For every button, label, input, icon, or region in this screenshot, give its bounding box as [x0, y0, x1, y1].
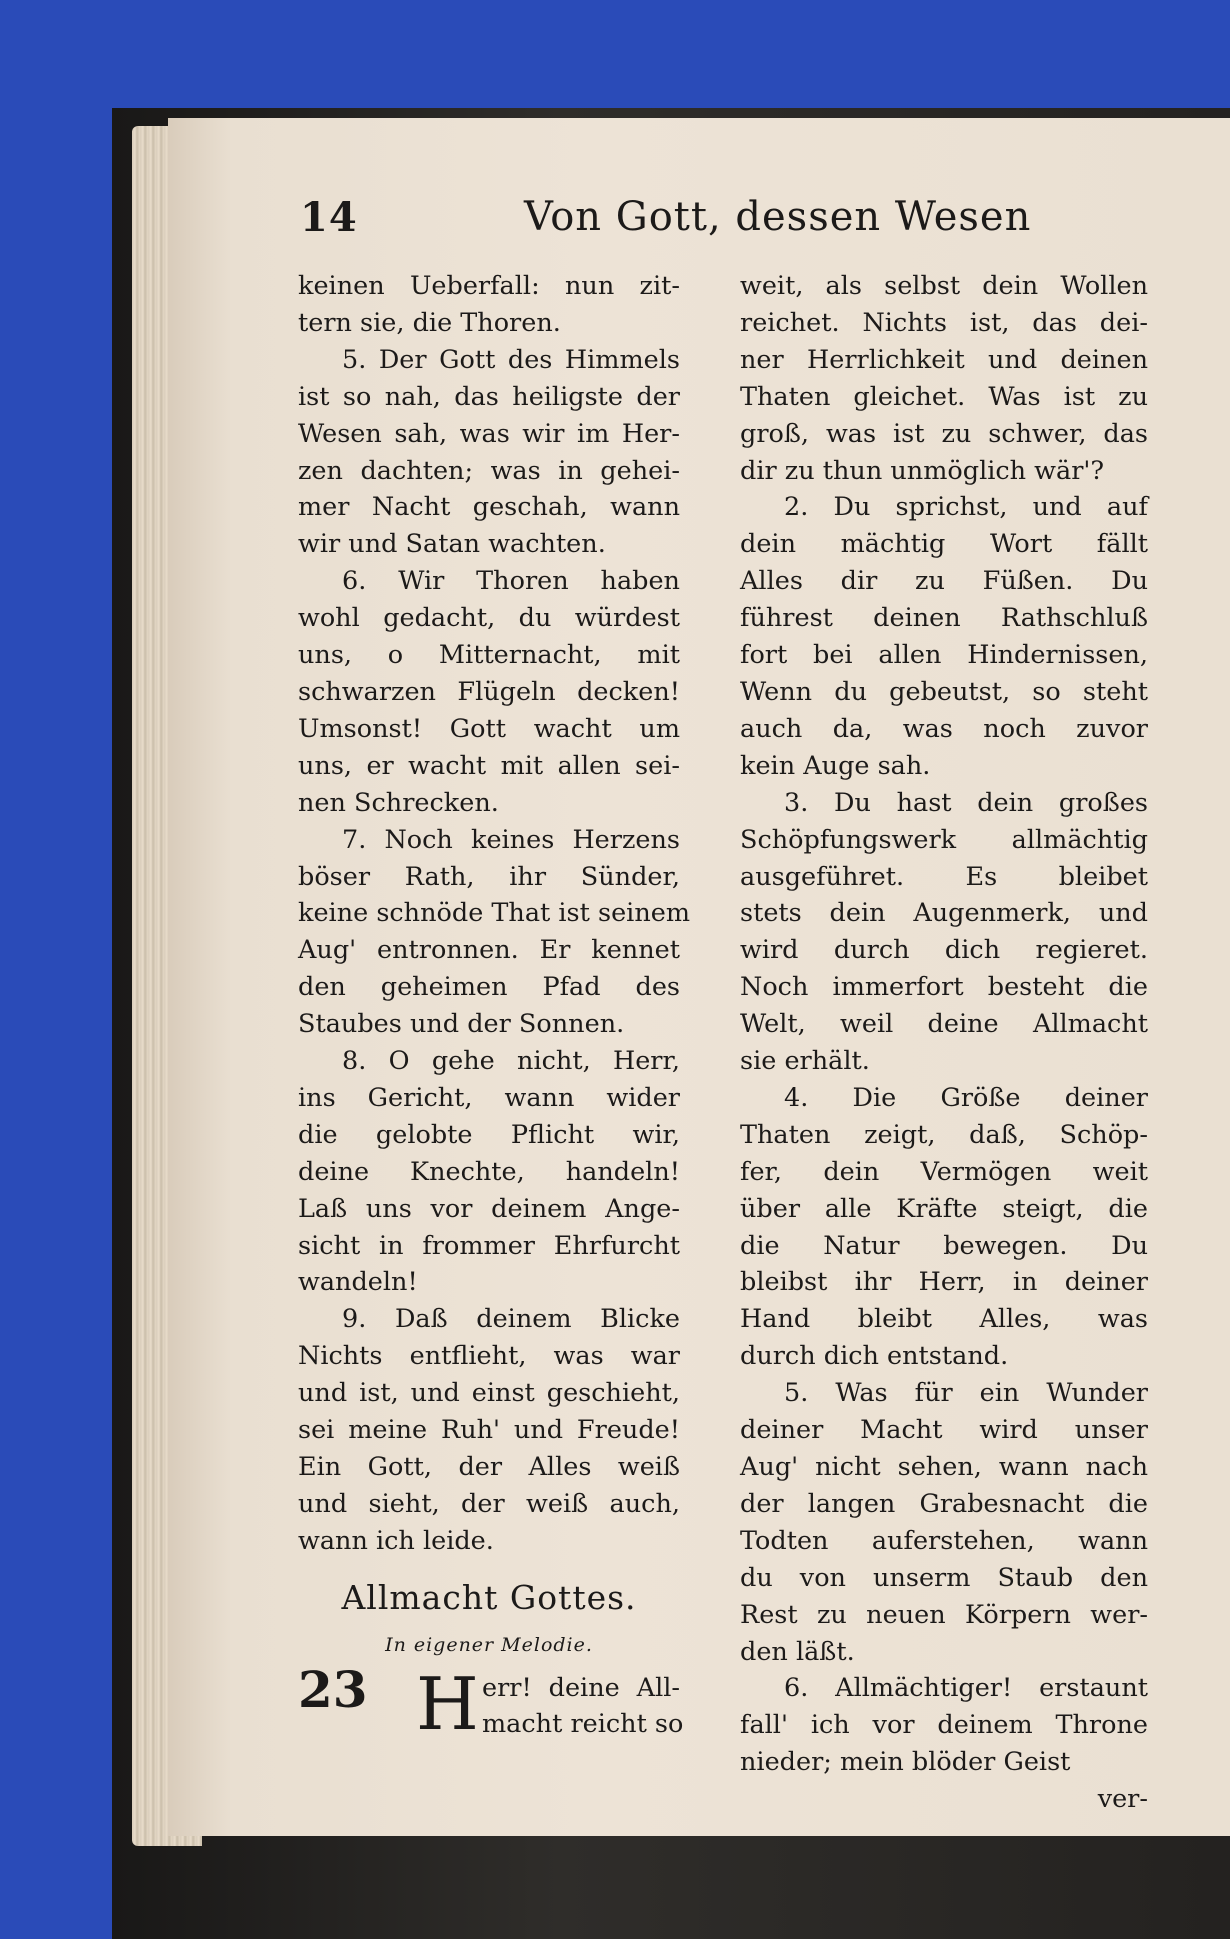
text-line: auch da, was noch zuvor	[740, 713, 1148, 744]
hymn-first-lines	[482, 1670, 684, 1744]
text-line: 6. Wir Thoren haben	[342, 566, 680, 597]
text-line: ausgeführet. Es bleibet	[740, 861, 1148, 892]
text-line: Ein Gott, der Alles weiß	[298, 1452, 680, 1482]
hymn-start	[298, 1659, 684, 1746]
text-line: Alles dir zu Füßen. Du	[740, 566, 1148, 597]
text-line: 3. Du hast dein großes	[784, 787, 1148, 818]
text-line: fer, dein Vermögen weit	[740, 1156, 1148, 1187]
text-line: Welt, weil deine Allmacht	[740, 1009, 1148, 1040]
melody-note: In eigener Melodie.	[385, 1633, 593, 1656]
text-line: Thaten zeigt, daß, Schöp-	[740, 1119, 1148, 1150]
drop-cap: H	[416, 1661, 479, 1746]
text-line: wohl gedacht, du würdest	[298, 603, 680, 634]
text-line: wird durch dich regieret.	[740, 935, 1148, 966]
left-column	[298, 268, 691, 1746]
text-line: Wenn du gebeutst, so steht	[740, 676, 1148, 707]
text-line: uns, er wacht mit allen sei-	[298, 750, 680, 781]
text-line: Todten auferstehen, wann	[740, 1525, 1148, 1556]
right-text-block	[740, 268, 1148, 1781]
text-line: groß, was ist zu schwer, das	[740, 418, 1148, 449]
text-line: schwarzen Flügeln decken!	[298, 676, 680, 707]
text-line: führest deinen Rathschluß	[740, 603, 1148, 634]
text-line: über alle Kräfte steigt, die	[740, 1193, 1148, 1224]
hymn-line: err! deine All-	[482, 1672, 680, 1703]
text-line: tern sie, die Thoren.	[298, 307, 561, 338]
text-line: du von unserm Staub den	[740, 1562, 1148, 1593]
text-line: nen Schrecken.	[298, 787, 499, 818]
text-line: böser Rath, ihr Sünder,	[298, 861, 680, 892]
left-text-block	[298, 268, 691, 1560]
text-line: 8. O gehe nicht, Herr,	[342, 1046, 680, 1077]
text-line: die Natur bewegen. Du	[740, 1230, 1148, 1261]
page-header	[300, 194, 1100, 258]
text-line: Thaten gleichet. Was ist zu	[740, 381, 1148, 412]
text-line: sei meine Ruh' und Freude!	[298, 1415, 680, 1446]
text-line: wandeln!	[298, 1267, 418, 1298]
text-line: bleibst ihr Herr, in deiner	[740, 1267, 1148, 1298]
text-line: deine Knechte, handeln!	[298, 1156, 680, 1187]
text-line: zen dachten; was in gehei-	[298, 455, 680, 486]
page-number: 14	[300, 194, 358, 241]
text-line: sie erhält.	[740, 1046, 870, 1077]
text-line: Rest zu neuen Körpern wer-	[740, 1599, 1148, 1630]
text-line: wann ich leide.	[298, 1525, 494, 1556]
text-line: 5. Was für ein Wunder	[784, 1378, 1148, 1409]
text-line: Umsonst! Gott wacht um	[298, 713, 680, 744]
text-line: 6. Allmächtiger! erstaunt	[784, 1673, 1148, 1704]
text-line: Noch immerfort besteht die	[740, 972, 1148, 1003]
text-line: Wesen sah, was wir im Her-	[298, 418, 680, 449]
text-line: dir zu thun unmöglich wär'?	[740, 455, 1105, 486]
text-line: Aug' nicht sehen, wann nach	[740, 1452, 1148, 1482]
text-line: 5. Der Gott des Himmels	[342, 344, 680, 375]
text-line: 2. Du sprichst, und auf	[784, 492, 1148, 523]
text-line: mer Nacht geschah, wann	[298, 492, 680, 523]
text-line: deiner Macht wird unser	[740, 1415, 1148, 1446]
text-line: Hand bleibt Alles, was	[740, 1304, 1148, 1335]
text-line: ner Herrlichkeit und deinen	[740, 344, 1148, 375]
text-line: kein Auge sah.	[740, 750, 931, 781]
text-line: der langen Grabesnacht die	[740, 1488, 1148, 1519]
text-line: ist so nah, das heiligste der	[298, 381, 680, 412]
text-line: keinen Ueberfall: nun zit-	[298, 271, 680, 301]
text-line: die gelobte Pflicht wir,	[298, 1119, 680, 1150]
text-line: und ist, und einst geschieht,	[298, 1378, 680, 1409]
text-line: Staubes und der Sonnen.	[298, 1009, 625, 1040]
text-line: weit, als selbst dein Wollen	[740, 271, 1148, 301]
text-line: den läßt.	[740, 1636, 855, 1667]
hymn-line: macht reicht so	[482, 1709, 684, 1740]
hymn-number: 23	[298, 1659, 368, 1719]
text-line: den geheimen Pfad des	[298, 972, 680, 1003]
text-line: keine schnöde That ist seinem	[298, 898, 691, 929]
text-line: fall' ich vor deinem Throne	[740, 1710, 1148, 1741]
text-line: nieder; mein blöder Geist	[740, 1747, 1071, 1778]
text-line: stets dein Augenmerk, und	[740, 898, 1148, 929]
text-line: wir und Satan wachten.	[298, 529, 606, 560]
text-line: Aug' entronnen. Er kennet	[298, 935, 680, 966]
text-line: Schöpfungswerk allmächtig	[740, 824, 1148, 855]
text-line: Nichts entflieht, was war	[298, 1341, 680, 1372]
text-line: und sieht, der weiß auch,	[298, 1488, 680, 1519]
text-line: dein mächtig Wort fällt	[740, 529, 1148, 560]
text-line: reichet. Nichts ist, das dei-	[740, 307, 1148, 338]
text-line: 9. Daß deinem Blicke	[342, 1304, 680, 1335]
text-line: durch dich entstand.	[740, 1341, 1009, 1372]
running-title: Von Gott, dessen Wesen	[524, 194, 1032, 240]
text-line: 4. Die Größe deiner	[784, 1082, 1148, 1113]
right-column	[740, 268, 1148, 1818]
text-line: sicht in frommer Ehrfurcht	[298, 1230, 680, 1261]
hymn-title: Allmacht Gottes.	[341, 1577, 637, 1617]
text-line: Laß uns vor deinem Ange-	[298, 1193, 680, 1224]
text-line: 7. Noch keines Herzens	[342, 824, 680, 855]
text-line: ins Gericht, wann wider	[298, 1082, 680, 1113]
text-line: uns, o Mitternacht, mit	[298, 640, 680, 671]
book-page	[168, 118, 1230, 1836]
catchword: ver-	[1097, 1784, 1148, 1815]
text-line: fort bei allen Hindernissen,	[740, 640, 1148, 671]
